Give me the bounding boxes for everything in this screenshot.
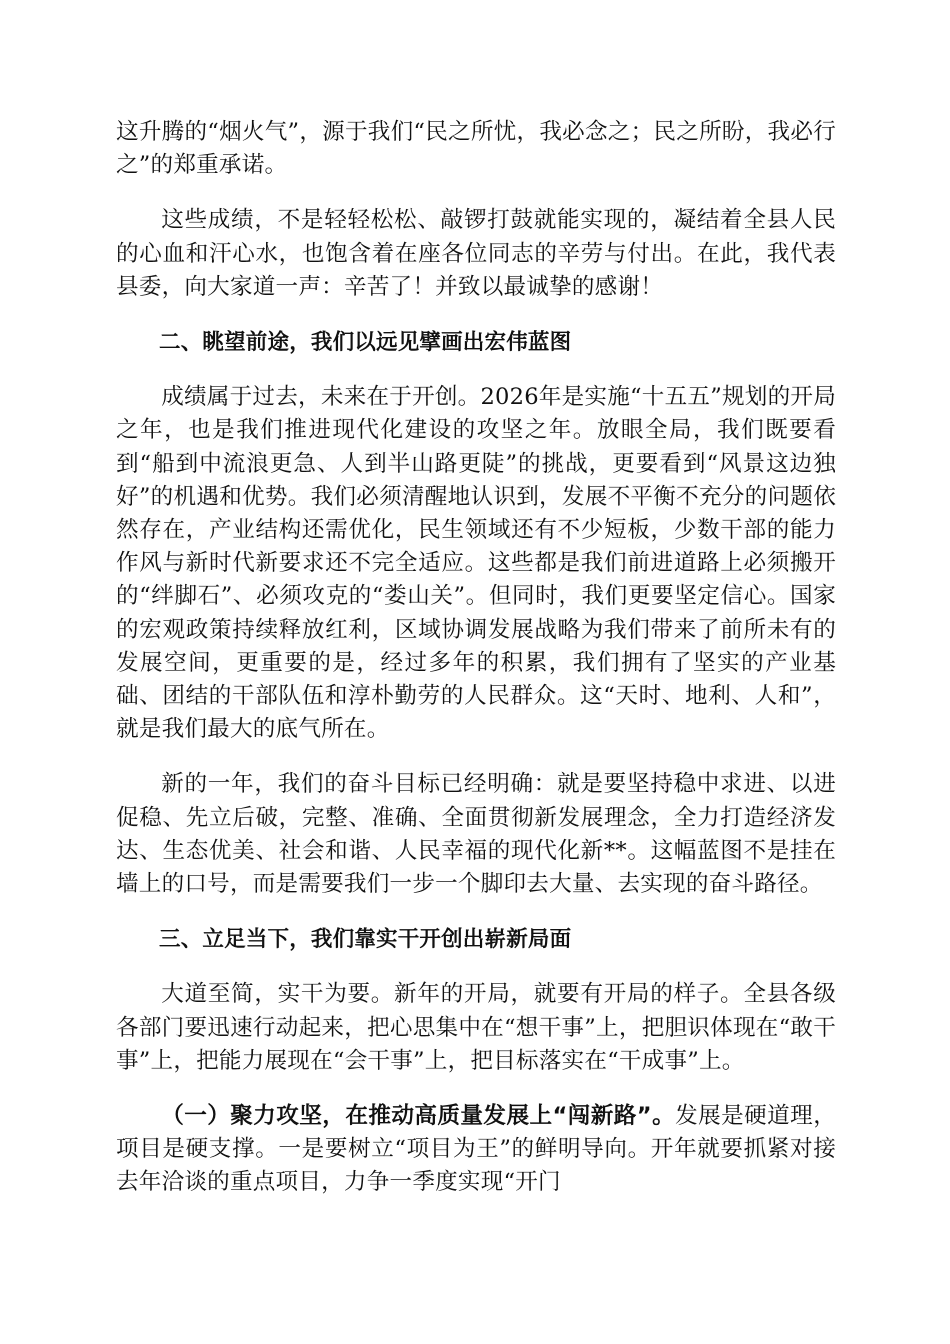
subsection-1-body: 发展是硬道理，项目是硬支撑。一是要树立“项目为王”的鲜明导向。开年就要抓紧对接去年洽谈的重点项目，力争一季度实现“开门 [116, 1103, 836, 1196]
subsection-1-lead: （一）聚力攻坚，在推动高质量发展上“闯新路”。 [161, 1103, 676, 1130]
paragraph-subsection-1 [116, 1100, 836, 1200]
section-heading-2: 二、眺望前途，我们以远见擘画出宏伟蓝图 [159, 330, 572, 356]
paragraph-outlook: 成绩属于过去，未来在于开创。2026年是实施“十五五”规划的开局之年，也是我们推进现代化建设的攻坚之年。放眼全局，我们既要看到“船到中流浪更急、人到半山路更陡”的挑战，更要看到“风景这边独好”的机遇和优势。我们必须清醒地认识到，发展不平衡不充分的问题依然存在，产业结构还需优化，民生领域还有不少短板，少数干部的能力作风与新时代新要求还不完全适应。这些都是我们前进道路上必须搬开的“绊脚石”、必须攻克的“娄山关”。但同时，我们更要坚定信心。国家的宏观政策持续释放红利，区域协调发展战略为我们带来了前所未有的发展空间，更重要的是，经过多年的积累，我们拥有了坚实的产业基础、团结的干部队伍和淳朴勤劳的人民群众。这“天时、地利、人和”，就是我们最大的底气所在。 [116, 384, 837, 743]
paragraph-thanks: 这些成绩，不是轻轻松松、敲锣打鼓就能实现的，凝结着全县人民的心血和汗⼼水，也饱含着在座各位同志的辛劳与付出。在此，我代表县委，向大家道一声：辛苦了！并致以最诚挚的感谢！ [116, 207, 836, 300]
paragraph-commitment: 这升腾的“烟火气”，源于我们“民之所忧，我必念之；民之所盼，我必行之”的郑重承诺。 [116, 119, 836, 179]
paragraph-action: 大道至简，实干为要。新年的开局，就要有开局的样子。全县各级各部门要迅速行动起来，把心思集中在“想干事”上，把胆识体现在“敢干事”上，把能力展现在“会干事”上，把目标落实在“干成事”上。 [116, 981, 836, 1074]
section-heading-3: 三、立足当下，我们靠实干开创出崭新局面 [159, 927, 572, 953]
paragraph-goals: 新的一年，我们的奋斗目标已经明确：就是要坚持稳中求进、以进促稳、先立后破，完整、准确、全面贯彻新发展理念，全力打造经济发达、生态优美、社会和谐、人民幸福的现代化新**。这幅蓝图不是挂在墙上的口号，而是需要我们一步一个脚印去大量、去实现的奋斗路径。 [116, 771, 836, 898]
document-page [116, 116, 836, 1222]
